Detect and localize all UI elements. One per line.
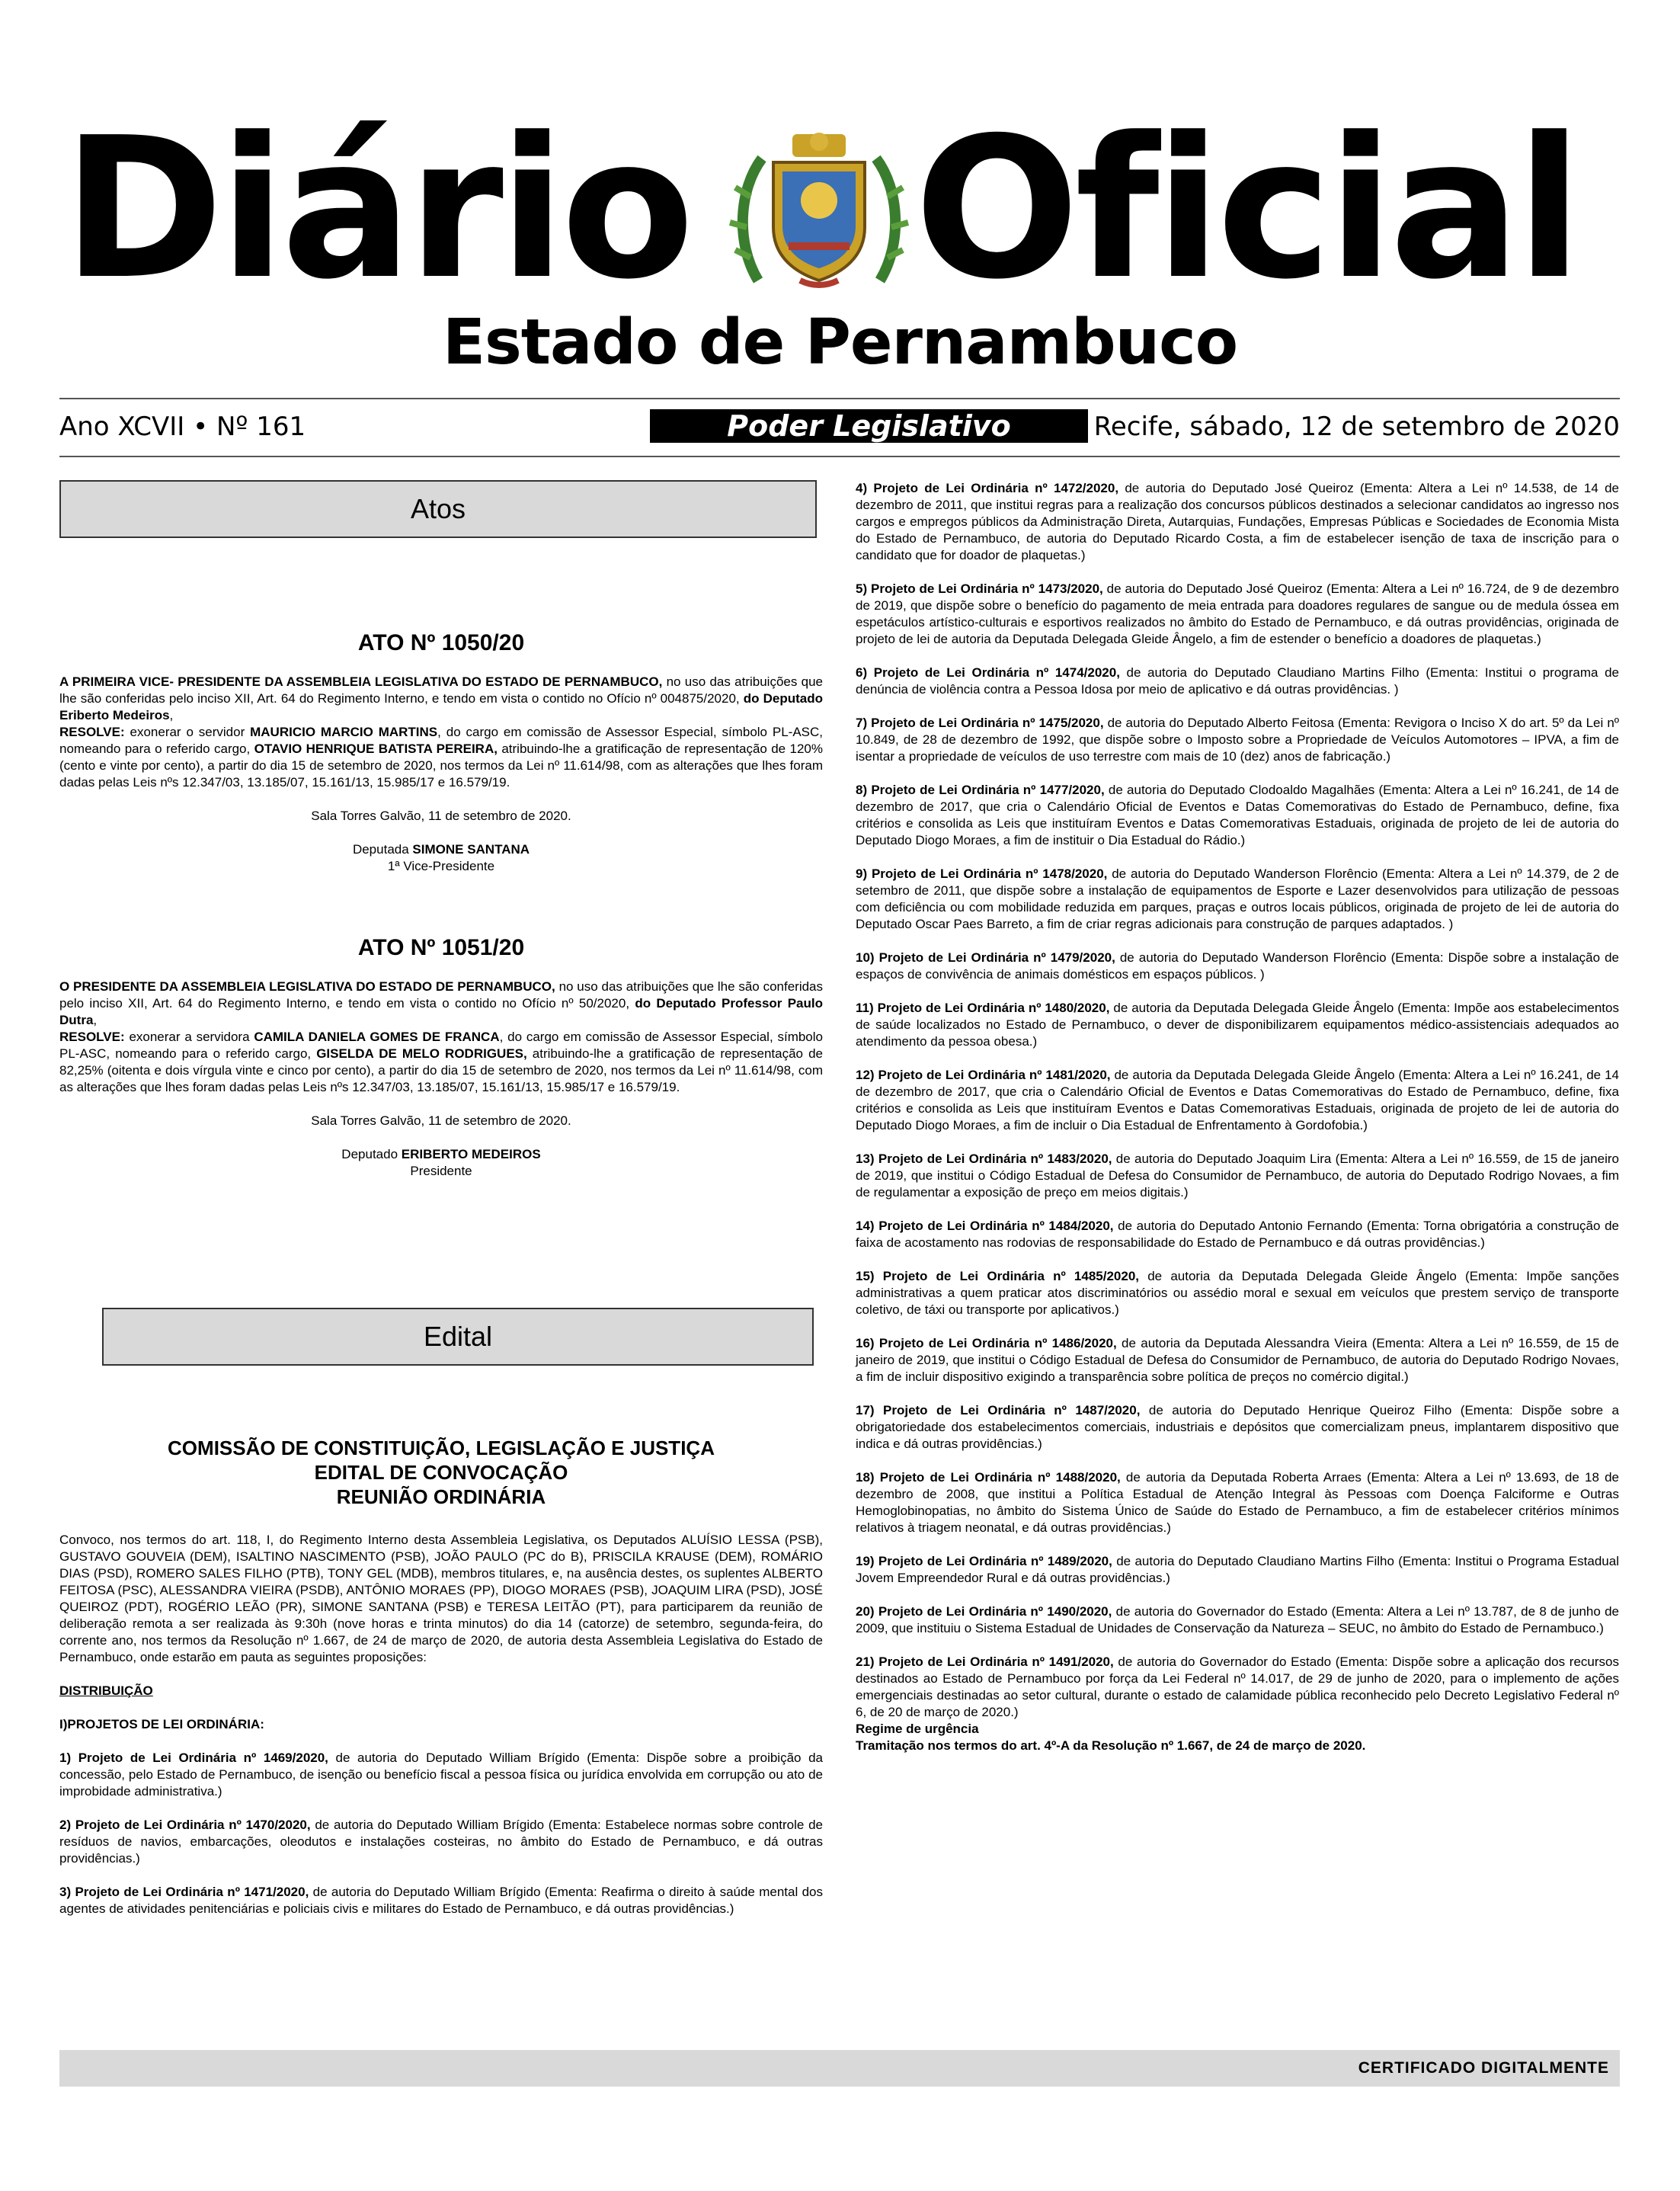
regime-urgencia: Regime de urgência bbox=[856, 1722, 979, 1736]
left-column bbox=[59, 480, 823, 1917]
ato-1050-body: A PRIMEIRA VICE- PRESIDENTE DA ASSEMBLEIA LEGISLATIVA DO ESTADO DE PERNAMBUCO, no uso das atribuições que lhe são conferidas pelo inciso XII, Art. 64 do Regimento Interno, e tendo em vista o contido no Ofício nº 004875/2020, do Deputado Eriberto Medeiros, RESOLVE: exonerar o servidor MAURICIO MARCIO MARTINS, do cargo em comissão de Assessor Especial, símbolo PL-ASC, nomeando para o referido cargo, OTAVIO HENRIQUE BATISTA PEREIRA, atribuindo-lhe a gratificação de representação de 120% (cento e vinte por cento), a partir do dia 15 de setembro de 2020, nos termos da Lei nº 11.614/98, com as alterações que lhes foram dadas pelas Leis nºs 12.347/03, 13.185/07, 15.161/13, 15.985/17 e 16.579/19. bbox=[59, 674, 824, 790]
edital-heading-2: EDITAL DE CONVOCAÇÃO bbox=[314, 1461, 568, 1484]
footer-bar bbox=[59, 2050, 1620, 2087]
list-item: 1) Projeto de Lei Ordinária nº 1469/2020, de autoria do Deputado William Brígido (Ementa: Dispõe sobre a proibição da concessão, pelo Estado de Pernambuco, de isenção ou benefício fiscal a pessoa física ou jurídica envolvida em corrupção ou ato de improbidade administrativa.) bbox=[59, 1751, 823, 1799]
list-item: 6) Projeto de Lei Ordinária nº 1474/2020, de autoria do Deputado Claudiano Martins Filho (Ementa: Institui o programa de denúncia de violência contra a Pessoa Idosa por meio de aplicativo e dá outras providências. ) bbox=[856, 665, 1619, 697]
distribuicao-label: DISTRIBUIÇÃO bbox=[59, 1683, 153, 1698]
edital-convoco: Convoco, nos termos do art. 118, I, do Regimento Interno desta Assembleia Legislativa, os Deputados ALUÍSIO LESSA (PSB), GUSTAVO GOUVEIA (DEM), ISALTINO NASCIMENTO (PSB), JOÃO PAULO (PC do B), PRISCILA KRAUSE (DEM), ROMÁRIO DIAS (PSD), ROMERO SALES FILHO (PTB), TONY GEL (MDB), membros titulares, e, na ausência destes, os suplentes ALBERTO FEITOSA (PSC), ALESSANDRA VIEIRA (PSDB), ANTÔNIO MORAES (PP), DIOGO MORAES (PSB), JOAQUIM LIRA (PSD), JOSÉ QUEIROZ (PDT), ROGÉRIO LEÃO (PR), SIMONE SANTANA (PSB) e TERESA LEITÃO (PT), para participarem da reunião de deliberação remota a ser realizada às 9:30h (nove horas e trinta minutos) do dia 14 (catorze) de setembro, segunda-feira, do corrente ano, nos termos da Resolução nº 1.667, de 24 de março de 2020, de autoria desta Assembleia Legislativa do Estado de Pernambuco, onde estarão em pauta as seguintes proposições: bbox=[59, 1533, 823, 1664]
projetos-label: I)PROJETOS DE LEI ORDINÁRIA: bbox=[59, 1717, 264, 1731]
list-item: 10) Projeto de Lei Ordinária nº 1479/2020, de autoria do Deputado Wanderson Florêncio (Ementa: Dispõe sobre a instalação de espaços de convivência de animais domésticos em espaços públicos. ) bbox=[856, 950, 1619, 982]
issue-date: Recife, sábado, 12 de setembro de 2020 bbox=[1093, 412, 1620, 442]
ato-1051-role: Presidente bbox=[410, 1164, 472, 1178]
masthead-title-left: Diário bbox=[62, 96, 690, 322]
masthead bbox=[0, 96, 1680, 322]
ato-1050-signature: Deputada SIMONE SANTANA bbox=[352, 842, 530, 857]
ato-1050-title: ATO Nº 1050/20 bbox=[357, 630, 525, 655]
list-item: 19) Projeto de Lei Ordinária nº 1489/2020, de autoria do Deputado Claudiano Martins Filho (Ementa: Institui o Programa Estadual Jovem Empreendedor Rural e dá outras providências.) bbox=[856, 1554, 1619, 1585]
ato-1051-title: ATO Nº 1051/20 bbox=[357, 935, 525, 960]
list-item: 16) Projeto de Lei Ordinária nº 1486/2020, de autoria da Deputada Alessandra Vieira (Ementa: Altera a Lei nº 16.559, de 15 de janeiro de 2019, que institui o Código Estadual de Defesa do Consumidor de Pernambuco, de autoria do Deputado Rodrigo Novaes, a fim de incluir dispositivo exigindo a transparência sobre política de preços no comércio digital.) bbox=[856, 1336, 1619, 1384]
list-item: 15) Projeto de Lei Ordinária nº 1485/2020, de autoria da Deputada Delegada Gleide Ângelo (Ementa: Impõe sanções administrativas a quem praticar atos discriminatórios ou assédio moral e sexual em veículos que prestem serviço de transporte coletivo, de táxi ou transporte por aplicativos.) bbox=[856, 1269, 1619, 1317]
tramitacao: Tramitação nos termos do art. 4º-A da Resolução nº 1.667, de 24 de março de 2020. bbox=[856, 1738, 1366, 1753]
ato-1050-role: 1ª Vice-Presidente bbox=[387, 859, 495, 873]
masthead-subtitle: Estado de Pernambuco bbox=[442, 306, 1238, 379]
digital-certificate-label: CERTIFICADO DIGITALMENTE bbox=[1358, 2059, 1609, 2077]
edital-heading-1: COMISSÃO DE CONSTITUIÇÃO, LEGISLAÇÃO E JUSTIÇA bbox=[168, 1437, 715, 1459]
list-item: 4) Projeto de Lei Ordinária nº 1472/2020, de autoria do Deputado José Queiroz (Ementa: Altera a Lei nº 14.538, de 14 de dezembro de 2011, que institui regras para a realização dos concursos públicos destinados a selecionar candidatos ao ingresso nos cargos e empregos públicos da Administração Direta, Autarquias, Fundações, Empresas Públicas e Sociedades de Economia Mista do Estado de Pernambuco, de autoria do Deputado Ricardo Costa, a fim de estabelecer isenção de taxa de inscrição para o candidato que for doador de plaquetas.) bbox=[856, 481, 1619, 562]
ato-1051-signature: Deputado ERIBERTO MEDEIROS bbox=[341, 1147, 541, 1161]
issue-number: Ano XCVII • Nº 161 bbox=[59, 412, 306, 442]
list-item: 20) Projeto de Lei Ordinária nº 1490/2020, de autoria do Governador do Estado (Ementa: Altera a Lei nº 13.787, de 8 de junho de 2009, que instituiu o Sistema Estadual de Unidades de Conservação da Natureza – SEUC, no âmbito do Estado de Pernambuco.) bbox=[856, 1604, 1619, 1635]
ato-1050-place: Sala Torres Galvão, 11 de setembro de 2020. bbox=[311, 809, 571, 823]
masthead-title-right: Oficial bbox=[914, 96, 1579, 322]
header-top-rule bbox=[59, 398, 1620, 399]
issue-bar bbox=[59, 407, 1620, 447]
list-item: 5) Projeto de Lei Ordinária nº 1473/2020, de autoria do Deputado José Queiroz (Ementa: Altera a Lei nº 16.724, de 9 de dezembro de 2019, que dispõe sobre o benefício do pagamento de meia entrada para doadores regulares de sangue ou de medula óssea em espetáculos artístico-culturais e esportivos realizados no âmbito do Estado de Pernambuco, e dá outras providências, originada de projeto de lei de autoria da Deputada Delegada Gleide Ângelo, a fim de estender o benefício a doadores de plaquetas.) bbox=[856, 581, 1619, 646]
list-item: 2) Projeto de Lei Ordinária nº 1470/2020, de autoria do Deputado William Brígido (Ementa: Estabelece normas sobre controle de resíduos de navios, embarcações, oleodutos e instalações costeiras, no âmbito do Estado de Pernambuco, e dá outras providências.) bbox=[59, 1818, 823, 1866]
list-item: 13) Projeto de Lei Ordinária nº 1483/2020, de autoria do Deputado Joaquim Lira (Ementa: Altera a Lei nº 16.559, de 15 de janeiro de 2019, que institui o Código Estadual de Defesa do Consumidor de Pernambuco, de autoria do Deputado Rodrigo Novaes, a fim de regulamentar a exposição de preço em meios digitais.) bbox=[856, 1152, 1619, 1200]
state-coat-of-arms-icon bbox=[728, 128, 910, 292]
list-item: 3) Projeto de Lei Ordinária nº 1471/2020, de autoria do Deputado William Brígido (Ementa: Reafirma o direito à saúde mental dos agentes de atividades penitenciárias e policiais civis e militares do Estado de Pernambuco, e dá outras providências.) bbox=[59, 1885, 823, 1916]
list-item: 21) Projeto de Lei Ordinária nº 1491/2020, de autoria do Governador do Estado (Ementa: Dispõe sobre a aplicação dos recursos destinados ao Estado de Pernambuco por força da Lei Federal nº 14.017, de 29 de junho de 2020, para o implemento de ações emergenciais destinadas ao setor cultural, durante o estado de calamidade pública reconhecido pelo Decreto Legislativo Federal nº 6, de 20 de março de 2020.) bbox=[856, 1654, 1619, 1719]
section-edital: Edital bbox=[102, 1308, 814, 1366]
right-column bbox=[856, 480, 1619, 1754]
list-item: 12) Projeto de Lei Ordinária nº 1481/2020, de autoria da Deputada Delegada Gleide Ângelo (Ementa: Altera a Lei nº 16.241, de 14 de dezembro de 2017, que cria o Calendário Oficial de Eventos e Datas Comemorativas do Estado de Pernambuco, define, fixa critérios e consolida as Leis que instituíram Eventos e Datas Comemorativas Estaduais, originada de projeto de lei de autoria do Deputado Diogo Moraes, a fim de incluir o Dia Estadual de Enfrentamento à Gordofobia.) bbox=[856, 1068, 1619, 1132]
list-item: 18) Projeto de Lei Ordinária nº 1488/2020, de autoria da Deputada Roberta Arraes (Ementa: Altera a Lei nº 13.693, de 18 de dezembro de 2008, que institui a Política Estadual de Atenção Integral às Pessoas com Doença Falciforme e Outras Hemoglobinopatias, no âmbito do Sistema Único de Saúde do Estado de Pernambuco, a fim de estabelecer critérios mínimos relativos à triagem neonatal, e dá outras providências.) bbox=[856, 1470, 1619, 1535]
list-item: 11) Projeto de Lei Ordinária nº 1480/2020, de autoria da Deputada Delegada Gleide Ângelo (Ementa: Impõe aos estabelecimentos de saúde localizados no Estado de Pernambuco, o dever de disponibilizarem equipamentos médico-assistenciais adequados ao atendimento da pessoa obesa.) bbox=[856, 1001, 1619, 1049]
edital-heading-3: REUNIÃO ORDINÁRIA bbox=[336, 1485, 546, 1508]
ato-1051-body: O PRESIDENTE DA ASSEMBLEIA LEGISLATIVA DO ESTADO DE PERNAMBUCO, no uso das atribuições que lhe são conferidas pelo inciso XII, Art. 64 do Regimento Interno, e tendo em vista o contido no Ofício nº 50/2020, do Deputado Professor Paulo Dutra, RESOLVE: exonerar a servidora CAMILA DANIELA GOMES DE FRANCA, do cargo em comissão de Assessor Especial, símbolo PL-ASC, nomeando para o referido cargo, GISELDA DE MELO RODRIGUES, atribuindo-lhe a gratificação de representação de 82,25% (oitenta e dois vírgula vinte e cinco por cento), a partir do dia 15 de setembro de 2020, nos termos da Lei nº 11.614/98, com as alterações que lhes foram dadas pelas Leis nºs 12.347/03, 13.185/07, 15.161/13, 15.985/17 e 16.579/19. bbox=[59, 979, 823, 1094]
ato-1051-place: Sala Torres Galvão, 11 de setembro de 2020. bbox=[311, 1113, 571, 1128]
list-item: 14) Projeto de Lei Ordinária nº 1484/2020, de autoria do Deputado Antonio Fernando (Ementa: Torna obrigatória a construção de faixa de acostamento nas rodovias de responsabilidade do Estado de Pernambuco e dá outras providências.) bbox=[856, 1219, 1619, 1250]
list-item: 17) Projeto de Lei Ordinária nº 1487/2020, de autoria do Deputado Henrique Queiroz Filho (Ementa: Dispõe sobre a obrigatoriedade dos estabelecimentos comerciais, industriais e depósitos que comercializam pneus, implantarem dispositivo que indica e dá outras providências.) bbox=[856, 1403, 1619, 1451]
list-item: 9) Projeto de Lei Ordinária nº 1478/2020, de autoria do Deputado Wanderson Florêncio (Ementa: Altera a Lei nº 14.379, de 2 de setembro de 2011, que dispõe sobre a instalação de equipamentos de Esporte e Lazer desenvolvidos para utilização de pessoas com deficiência ou com mobilidade reduzida em parques, praças e outros locais públicos, originada de projeto de lei de autoria do Deputado Oscar Paes Barreto, a fim de criar regras adicionais para construção de parques adaptados. ) bbox=[856, 866, 1619, 931]
branch-badge: Poder Legislativo bbox=[650, 409, 1088, 443]
section-atos: Atos bbox=[59, 480, 817, 538]
list-item: 7) Projeto de Lei Ordinária nº 1475/2020, de autoria do Deputado Alberto Feitosa (Ementa: Revigora o Inciso X do art. 5º da Lei nº 10.849, de 28 de dezembro de 1992, que dispõe sobre o Imposto sobre a Propriedade de Veículos Automotores – IPVA, a fim de isentar a propriedade de veículos de uso terrestre com mais de 10 (dez) anos de fabricação.) bbox=[856, 716, 1619, 764]
header-bottom-rule bbox=[59, 456, 1620, 457]
list-item: 8) Projeto de Lei Ordinária nº 1477/2020, de autoria do Deputado Clodoaldo Magalhães (Ementa: Altera a Lei nº 16.241, de 14 de dezembro de 2017, que cria o Calendário Oficial de Eventos e Datas Comemorativas do Estado de Pernambuco, define, fixa critérios e consolida as Leis que instituíram Eventos e Datas Comemorativas Estaduais, originada de projeto de lei de autoria do Deputado Diogo Moraes, a fim de instituir o Dia Estadual do Rádio.) bbox=[856, 783, 1619, 847]
